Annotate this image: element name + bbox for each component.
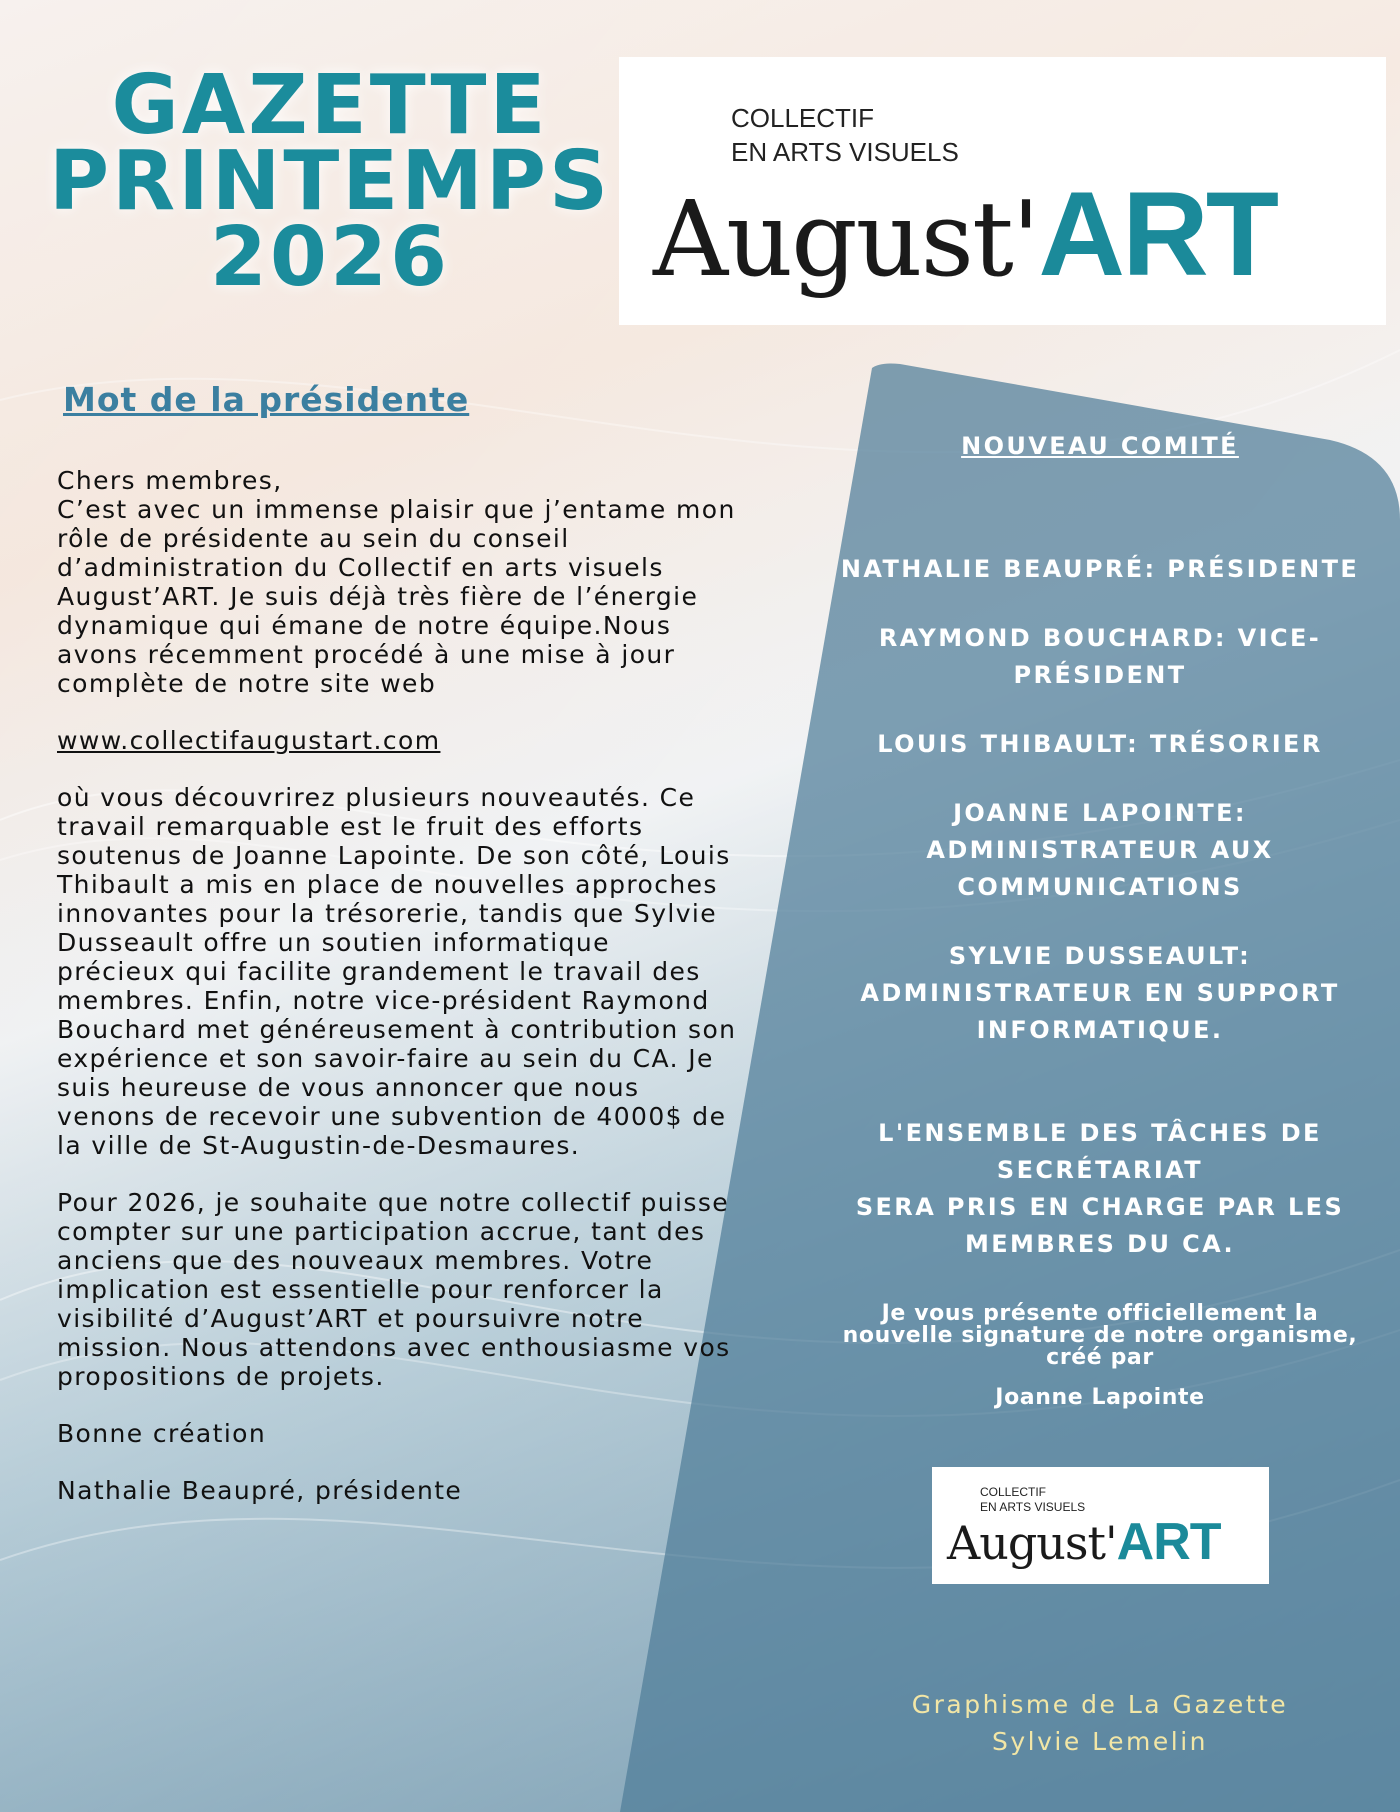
- secretariat-line: SERA PRIS EN CHARGE PAR LES MEMBRES DU CA.: [855, 1193, 1345, 1258]
- logo-kicker-line: EN ARTS VISUELS: [980, 1500, 1086, 1514]
- logo-word-art: ART: [1038, 167, 1277, 301]
- paragraph: Pour 2026, je souhaite que notre collectif puisse compter sur une participation accrue, tant des anciens que des nouveaux membres. Votre implication est essentielle pour renforcer la visibilité d’August’ART et poursuivre notre mission. Nous attendons avec enthousiasme vos propositions de projets.: [57, 1188, 731, 1391]
- title-line: 2026: [209, 210, 451, 305]
- august-art-logo-small: [932, 1467, 1269, 1584]
- committee-member: SYLVIE DUSSEAULT: ADMINISTRATEUR EN SUPPORT INFORMATIQUE.: [860, 942, 1340, 1044]
- website-link[interactable]: www.collectifaugustart.com: [57, 726, 441, 755]
- design-credit: [830, 1686, 1370, 1760]
- title-line: PRINTEMPS: [48, 134, 612, 229]
- committee-member: LOUIS THIBAULT: TRÉSORIER: [877, 730, 1323, 758]
- section-heading: Mot de la présidente: [63, 380, 470, 419]
- logo-kicker-line: EN ARTS VISUELS: [731, 137, 959, 167]
- paragraph: C’est avec un immense plaisir que j’entame mon rôle de présidente au sein du conseil d’administration du Collectif en arts visuels August’ART. Je suis déjà très fière de l’énergie dynamique qui émane de notre équipe.Nous avons récemment procédé à une mise à jour complète de notre site web: [57, 495, 736, 698]
- signature-intro: Je vous présente officiellement la nouvelle signature de notre organisme, créé par: [842, 1301, 1358, 1370]
- logo-word-art: ART: [1116, 1513, 1221, 1571]
- greeting: Chers membres,: [57, 466, 283, 495]
- signature: Nathalie Beaupré, présidente: [57, 1476, 463, 1505]
- logo-kicker-line: COLLECTIF: [731, 103, 875, 133]
- president-message: [57, 380, 737, 1533]
- august-art-logo: [619, 57, 1386, 325]
- title-line: GAZETTE: [111, 58, 549, 153]
- secretariat-note: [830, 1115, 1370, 1263]
- committee-member: NATHALIE BEAUPRÉ: PRÉSIDENTE: [840, 555, 1360, 583]
- gazette-title: [40, 58, 620, 305]
- logo-wordmark: [947, 1512, 1221, 1572]
- credit-line: Graphisme de La Gazette: [911, 1690, 1289, 1719]
- committee-member: JOANNE LAPOINTE: ADMINISTRATEUR AUX COMMUNICATIONS: [926, 799, 1274, 901]
- logo-kicker-line: COLLECTIF: [980, 1485, 1047, 1499]
- logo-wordmark: [653, 165, 1276, 303]
- logo-kicker: [731, 101, 959, 169]
- paragraph: où vous découvrirez plusieurs nouveautés. Ce travail remarquable est le fruit des efforts soutenus de Joanne Lapointe. De son côté, Louis Thibault a mis en place de nouvelles approches innovantes pour la trésorerie, tandis que Sylvie Dusseault offre un soutien informatique précieux qui facilite grandement le travail des membres. Enfin, notre vice-président Raymond Bouchard met généreusement à contribution son expérience et son savoir-faire au sein du CA. Je suis heureuse de vous annoncer que nous venons de recevoir une subvention de 4000$ de la ville de St-Augustin-de-Desmaures.: [57, 783, 737, 1160]
- logo-kicker: [980, 1485, 1085, 1515]
- committee-heading: NOUVEAU COMITÉ: [961, 432, 1239, 460]
- committee-list: [830, 428, 1370, 1411]
- logo-word-august: August': [947, 1516, 1117, 1570]
- committee-member: RAYMOND BOUCHARD: VICE-PRÉSIDENT: [878, 624, 1322, 689]
- signature-creator: Joanne Lapointe: [995, 1385, 1205, 1410]
- closing: Bonne création: [57, 1419, 267, 1448]
- secretariat-line: L'ENSEMBLE DES TÂCHES DE SECRÉTARIAT: [878, 1119, 1322, 1184]
- logo-word-august: August': [653, 178, 1039, 300]
- credit-line: Sylvie Lemelin: [991, 1727, 1209, 1756]
